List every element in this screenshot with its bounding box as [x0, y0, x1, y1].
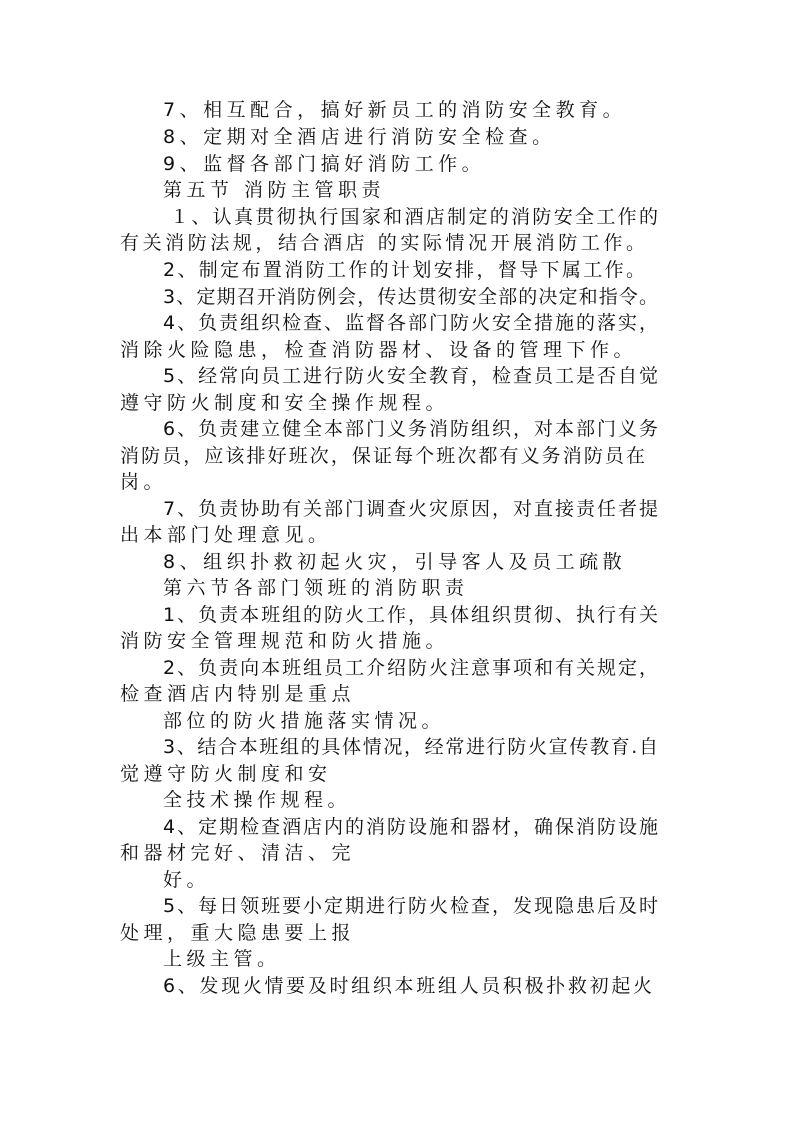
- text-line: 7、负责协助有关部门调查火灾原因，对直接责任者提: [163, 498, 658, 520]
- text-line: 9、监督各部门搞好消防工作。: [163, 153, 486, 175]
- text-line: 3、结合本班组的具体情况，经常进行防火宣传教育.自: [163, 736, 658, 758]
- text-line: 5、每日领班要小定期进行防火检查，发现隐患后及时: [163, 895, 658, 917]
- text-line: 消防员，应该排好班次，保证每个班次都有义务消防员在: [120, 445, 645, 467]
- text-line: 7、相互配合，搞好新员工的消防安全教育。: [163, 99, 627, 121]
- text-line: 消除火险隐患，检查消防器材、设备的管理下作。: [120, 339, 638, 361]
- text-line: 3、定期召开消防例会，传达贯彻安全部的决定和指令。: [163, 286, 658, 308]
- text-line: 5、经常向员工进行防火安全教育，检查员工是否自觉: [163, 365, 658, 387]
- text-line: 部位的防火措施落实情况。: [163, 710, 446, 732]
- text-line: 2、制定布置消防工作的计划安排，督导下属工作。: [163, 259, 645, 281]
- text-line: 遵守防火制度和安全操作规程。: [120, 392, 450, 414]
- text-line: 6、发现火情要及时组织本班组人员积极扑救初起火: [163, 975, 652, 997]
- text-line: 1、负责本班组的防火工作，具体组织贯彻、执行有关: [163, 604, 658, 626]
- text-line: 有关消防法规，结合酒店 的实际情况开展消防工作。: [120, 232, 645, 254]
- text-line: 4、定期检查酒店内的消防设施和器材，确保消防设施: [163, 816, 658, 838]
- text-line: 觉遵守防火制度和安: [120, 763, 332, 785]
- text-line: 消防安全管理规范和防火措施。: [120, 630, 450, 652]
- text-line: １、认真贯彻执行国家和酒店制定的消防安全工作的: [170, 206, 658, 228]
- text-line: 6、负责建立健全本部门义务消防组织，对本部门义务: [163, 418, 658, 440]
- text-line: 和器材完好、清洁、完: [120, 842, 356, 864]
- section-heading: 第六节各部门领班的消防职责: [163, 577, 469, 599]
- text-line: 上级主管。: [163, 948, 281, 970]
- text-line: 好。: [163, 869, 211, 891]
- text-line: 处理，重大隐患要上报: [120, 922, 356, 944]
- text-line: 8、组织扑救初起火灾，引导客人及员工疏散: [163, 551, 627, 573]
- text-line: 8、定期对全酒店进行消防安全检查。: [163, 126, 556, 148]
- text-line: 全技术操作规程。: [163, 789, 352, 811]
- text-line: 4、负责组织检查、监督各部门防火安全措施的落实，: [163, 312, 658, 334]
- text-line: 2、负责向本班组员工介绍防火注意事项和有关规定，: [163, 657, 658, 679]
- text-line: 出本部门处理意见。: [120, 524, 332, 546]
- text-line: 岗。: [120, 471, 168, 493]
- text-line: 检查酒店内特别是重点: [120, 683, 356, 705]
- section-heading: 第五节 消防主管职责: [163, 179, 386, 201]
